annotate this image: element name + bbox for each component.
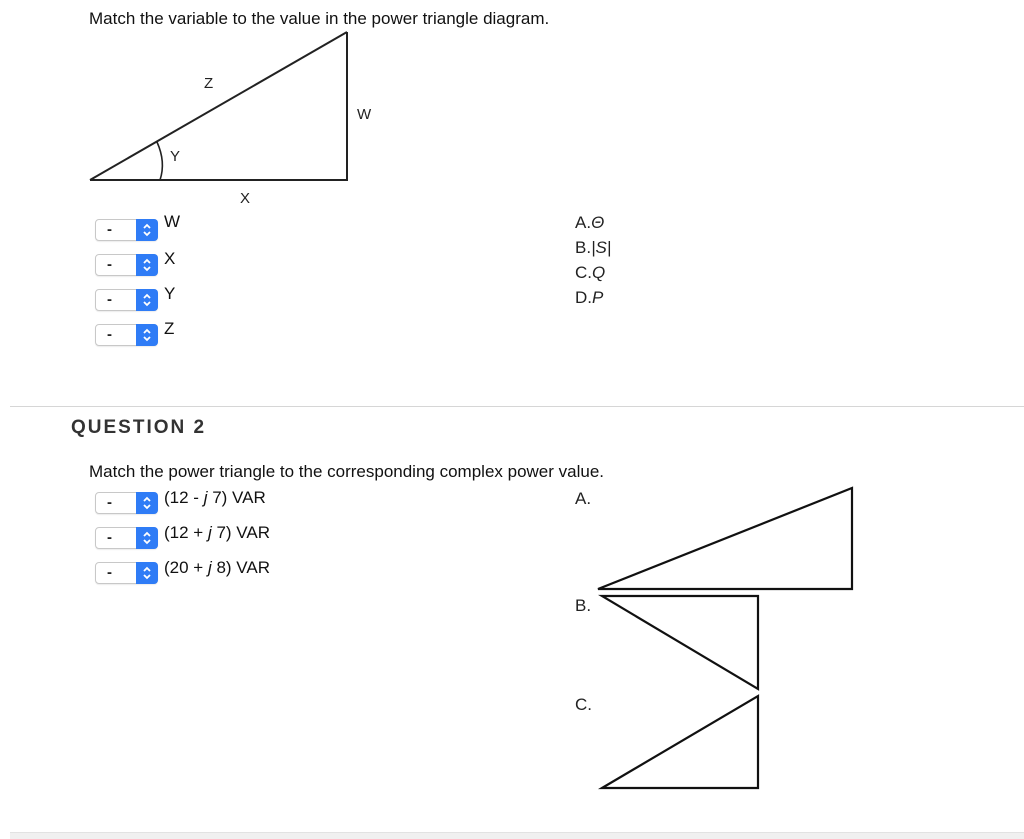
answer-value: Q [592,263,606,282]
triangle-label-a: A. [575,489,592,508]
match-select-x[interactable] [95,254,158,276]
answer-value: Θ [591,213,605,232]
select-value: - [107,564,112,581]
triangle-a [598,488,852,589]
label-base: X [240,190,251,207]
label-angle: Y [170,148,181,165]
value-suffix: 8) VAR [211,558,270,577]
power-value-label [164,488,266,508]
answer-c [575,263,605,283]
power-value-label [164,523,270,543]
chevron-up-down-icon [136,254,158,276]
answer-a [575,213,604,233]
answer-letter: C. [575,263,592,282]
label-hypotenuse: Z [204,75,214,92]
label-vertical: W [357,106,372,123]
select-value: - [107,291,112,308]
triangle-c [602,696,758,788]
chevron-up-down-icon [136,289,158,311]
triangle-label-b: B. [575,596,592,615]
answer-letter: B. [575,238,592,257]
question1-prompt: Match the variable to the value in the power triangle diagram. [89,9,550,28]
value-j: j [207,523,212,542]
match-select-y[interactable] [95,289,158,311]
value-suffix: 7) VAR [207,488,266,507]
section-divider [10,406,1024,407]
select-value: - [107,326,112,343]
chevron-up-down-icon [136,527,158,549]
match-select-20-plus-j8[interactable] [95,562,158,584]
match-select-12-plus-j7[interactable] [95,527,158,549]
power-triangles-figure [590,482,860,792]
chevron-up-down-icon [136,219,158,241]
chevron-up-down-icon [136,492,158,514]
answer-value: |S| [591,238,612,257]
select-value: - [107,529,112,546]
chevron-up-down-icon [136,324,158,346]
select-value: - [107,256,112,273]
power-value-label [164,558,270,578]
value-prefix: (20 + [164,558,208,577]
value-prefix: (12 + [164,523,208,542]
answer-letter: A. [575,213,592,232]
match-select-z[interactable] [95,324,158,346]
answer-d [575,288,603,308]
question2-prompt: Match the power triangle to the corresponding complex power value. [89,462,605,481]
triangle-hypotenuse [90,32,347,180]
value-j: j [207,558,212,577]
match-label-z: Z [164,319,175,338]
question2-title: QUESTION 2 [71,417,207,438]
answer-value: P [592,288,604,307]
match-label-y: Y [164,284,176,303]
power-triangle-diagram [80,28,380,188]
triangle-label-c: C. [575,695,592,714]
match-label-w: W [164,212,181,231]
answer-letter: D. [575,288,592,307]
chevron-up-down-icon [136,562,158,584]
value-prefix: (12 - [164,488,204,507]
match-label-x: X [164,249,176,268]
match-select-12-minus-j7[interactable] [95,492,158,514]
select-value: - [107,494,112,511]
angle-arc [157,142,162,180]
select-value: - [107,221,112,238]
answer-b [575,238,611,258]
triangle-b [602,596,758,689]
value-suffix: 7) VAR [211,523,270,542]
value-j: j [203,488,208,507]
match-select-w[interactable] [95,219,158,241]
